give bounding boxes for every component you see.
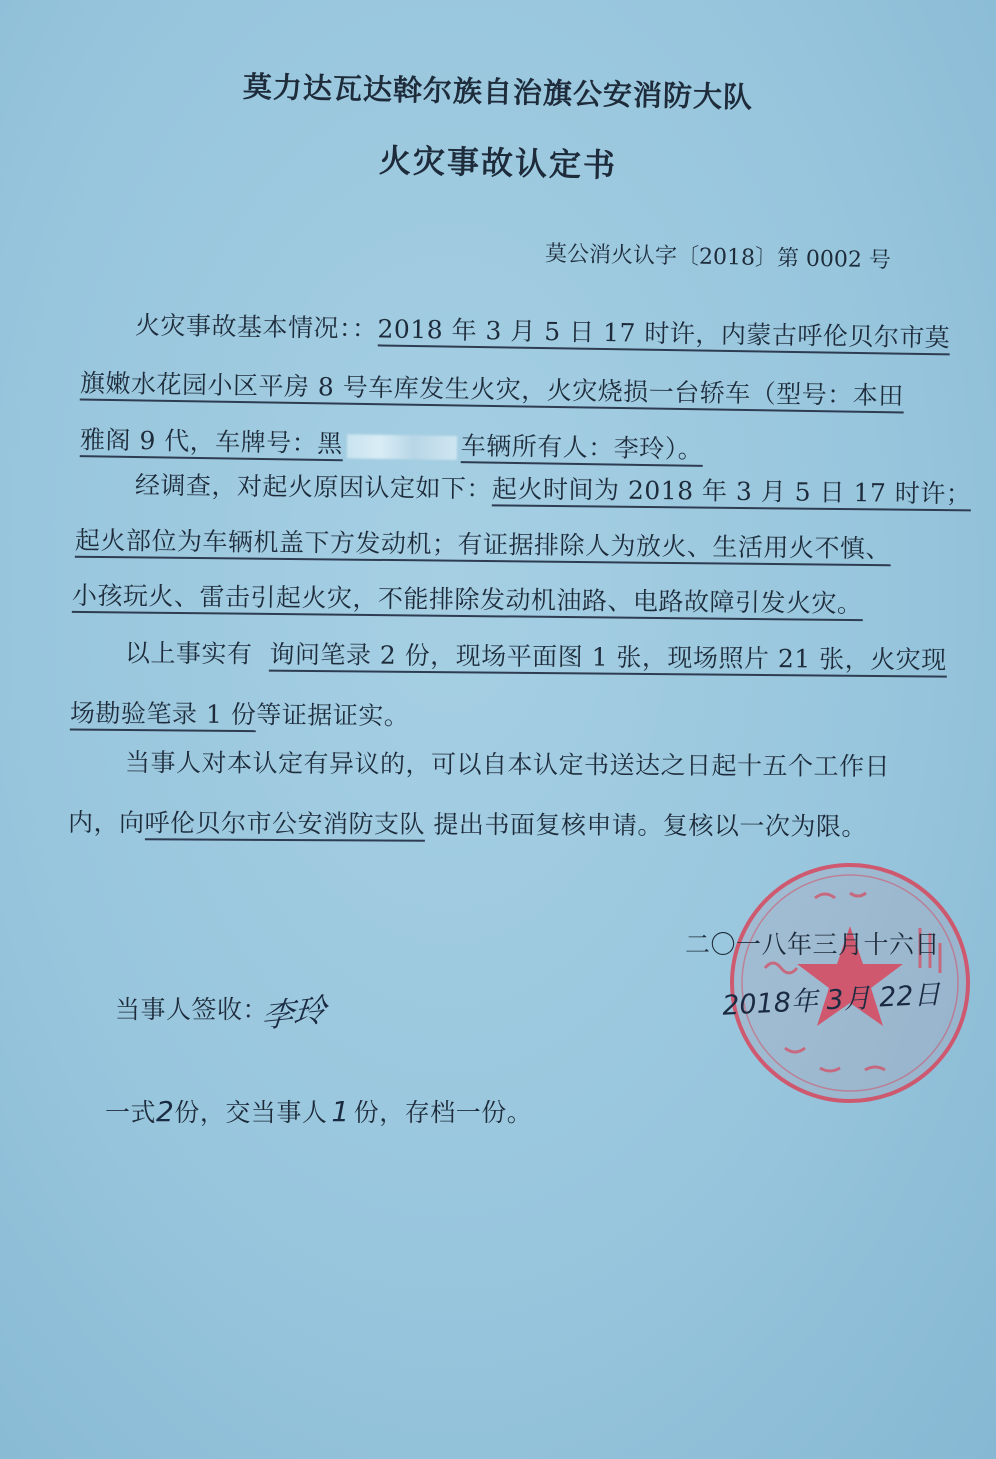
investigation-intro: 经调查，对起火原因认定如下： xyxy=(134,470,493,504)
signature-line xyxy=(115,990,268,1026)
appeal-line-2 xyxy=(68,803,867,843)
document-number: 莫公消火认字〔2018〕第 0002 号 xyxy=(544,241,892,274)
investigation-text-1: 起火时间为 2018 年 3 月 5 日 17 时许； xyxy=(492,474,972,511)
basic-info-line-3 xyxy=(80,420,704,466)
basic-info-label: 火灾事故基本情况：： xyxy=(134,310,378,344)
appeal-text-2c: 提出书面复核申请。复核以一次为限。 xyxy=(433,809,868,842)
basic-info-text-3a: 雅阁 9 代，车牌号：黑 xyxy=(80,425,343,461)
investigation-line-2 xyxy=(75,521,891,566)
appeal-authority: 呼伦贝尔市公安消防支队 xyxy=(144,808,425,841)
basic-info-text-2: 旗嫩水花园小区平房 8 号车库发生火灾，火灾烧损一台轿车（型号：本田 xyxy=(80,369,904,414)
copies-count-handwritten: 2 xyxy=(156,1095,175,1128)
appeal-line-1 xyxy=(125,743,890,783)
evidence-text-2a: 场勘验笔录 1 份 xyxy=(70,699,257,733)
evidence-text-1: 询问笔录 2 份，现场平面图 1 张，现场照片 21 张，火灾现 xyxy=(269,640,947,678)
issue-date: 二〇一八年三月十六日 xyxy=(685,930,941,959)
copies-note xyxy=(105,1093,532,1129)
basic-info-text-3b: 车辆所有人：李玲）。 xyxy=(461,431,704,467)
investigation-text-2: 起火部位为车辆机盖下方发动机；有证据排除人为放火、生活用火不慎、 xyxy=(75,526,891,567)
investigation-line-1 xyxy=(135,466,972,511)
basic-info-line-1 xyxy=(135,306,951,355)
redacted-plate xyxy=(347,434,457,460)
document-title: 火灾事故认定书 xyxy=(378,141,618,185)
copies-text-1: 一式 xyxy=(105,1098,157,1127)
appeal-text-2a: 内，向 xyxy=(67,807,145,838)
evidence-text-2b: 等证据证实。 xyxy=(256,700,410,731)
handwritten-signature: 李玲 xyxy=(259,990,328,1036)
evidence-line-1 xyxy=(125,633,947,676)
handwritten-receipt-date: 2018年 3月 22日 xyxy=(721,979,942,1022)
copies-text-2: 份，交当事人 xyxy=(174,1098,328,1127)
organization-name: 莫力达瓦达斡尔族自治旗公安消防大队 xyxy=(242,69,754,115)
appeal-text-1: 当事人对本认定有异议的，可以自本认定书送达之日起十五个工作日 xyxy=(124,747,891,782)
copies-party-count-handwritten: 1 xyxy=(331,1095,350,1128)
signature-label: 当事人签收： xyxy=(115,995,269,1024)
evidence-intro: 以上事实有 xyxy=(124,638,253,669)
basic-info-text-1: 2018 年 3 月 5 日 17 时许，内蒙古呼伦贝尔市莫 xyxy=(377,314,950,355)
investigation-text-3: 小孩玩火、雷击引起火灾，不能排除发动机油路、电路故障引发火灾。 xyxy=(72,581,863,621)
evidence-line-2 xyxy=(70,694,410,733)
investigation-line-3 xyxy=(72,576,863,620)
basic-info-line-2 xyxy=(80,364,904,413)
copies-text-3: 份，存档一份。 xyxy=(353,1098,533,1127)
